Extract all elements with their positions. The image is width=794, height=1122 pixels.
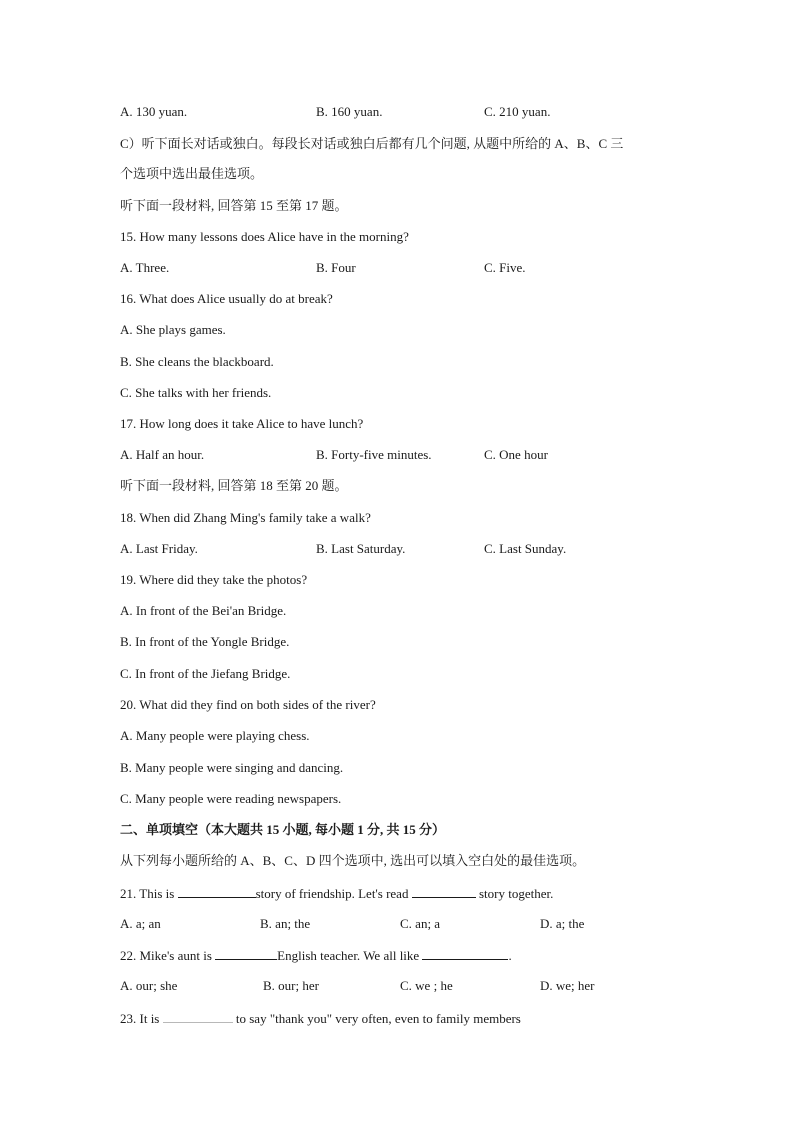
q19-option-c: C. In front of the Jiefang Bridge. [120,666,291,681]
q15-option-c: C. Five. [484,260,526,275]
q22-text-2: English teacher. We all like [277,948,423,963]
q21-option-a: A. a; an [120,916,161,931]
q17-option-c: C. One hour [484,447,548,462]
q21-blank-1 [178,885,256,898]
q15-stem: 15. How many lessons does Alice have in the morning? [120,229,409,244]
q15-option-a: A. Three. [120,260,170,275]
part2-heading: 二、单项填空（本大题共 15 小题, 每小题 1 分, 共 15 分） [120,822,446,837]
q21-stem [120,885,553,902]
q18-option-a: A. Last Friday. [120,541,198,556]
part2-instruction: 从下列每小题所给的 A、B、C、D 四个选项中, 选出可以填入空白处的最佳选项。 [120,853,586,868]
q14-option-b: B. 160 yuan. [316,104,383,119]
q23-text-2: to say "thank you" very often, even to family members [232,1011,521,1026]
q22-option-a: A. our; she [120,978,178,993]
q23-text-1: 23. It is [120,1011,163,1026]
q22-blank-1 [215,947,277,960]
q21-text-3: story together. [475,886,554,901]
q14-option-a: A. 130 yuan. [120,104,188,119]
q16-option-a: A. She plays games. [120,322,226,337]
q23-stem [120,1010,521,1027]
q21-option-b: B. an; the [260,916,311,931]
q21-blank-2 [412,885,476,898]
q18-option-b: B. Last Saturday. [316,541,406,556]
q22-option-d: D. we; her [540,978,595,993]
q18-option-c: C. Last Sunday. [484,541,567,556]
material-instruction-15-17: 听下面一段材料, 回答第 15 至第 17 题。 [120,198,348,213]
q19-option-b: B. In front of the Yongle Bridge. [120,634,290,649]
q20-option-a: A. Many people were playing chess. [120,728,310,743]
q20-option-c: C. Many people were reading newspapers. [120,791,342,806]
q16-option-c: C. She talks with her friends. [120,385,272,400]
q23-blank [163,1010,233,1023]
section-c-instruction-line1: C）听下面长对话或独白。每段长对话或独白后都有几个问题, 从题中所给的 A、B、C 三 [120,136,624,151]
q14-option-c: C. 210 yuan. [484,104,551,119]
q20-stem: 20. What did they find on both sides of the river? [120,697,376,712]
q22-option-b: B. our; her [263,978,319,993]
q22-blank-2 [422,947,508,960]
q17-option-a: A. Half an hour. [120,447,205,462]
q16-stem: 16. What does Alice usually do at break? [120,291,333,306]
q17-stem: 17. How long does it take Alice to have lunch? [120,416,364,431]
q22-text-1: 22. Mike's aunt is [120,948,216,963]
q21-option-d: D. a; the [540,916,585,931]
q22-option-c: C. we ; he [400,978,453,993]
q16-option-b: B. She cleans the blackboard. [120,354,274,369]
q19-option-a: A. In front of the Bei'an Bridge. [120,603,287,618]
q17-option-b: B. Forty-five minutes. [316,447,432,462]
q19-stem: 19. Where did they take the photos? [120,572,308,587]
q21-option-c: C. an; a [400,916,441,931]
q15-option-b: B. Four [316,260,356,275]
q22-text-3: . [508,948,512,963]
q20-option-b: B. Many people were singing and dancing. [120,760,344,775]
q22-stem [120,947,512,964]
material-instruction-18-20: 听下面一段材料, 回答第 18 至第 20 题。 [120,478,348,493]
q21-text-1: 21. This is [120,886,178,901]
q18-stem: 18. When did Zhang Ming's family take a walk? [120,510,371,525]
q21-text-2: story of friendship. Let's read [255,886,412,901]
section-c-instruction-line2: 个选项中选出最佳选项。 [120,166,264,181]
